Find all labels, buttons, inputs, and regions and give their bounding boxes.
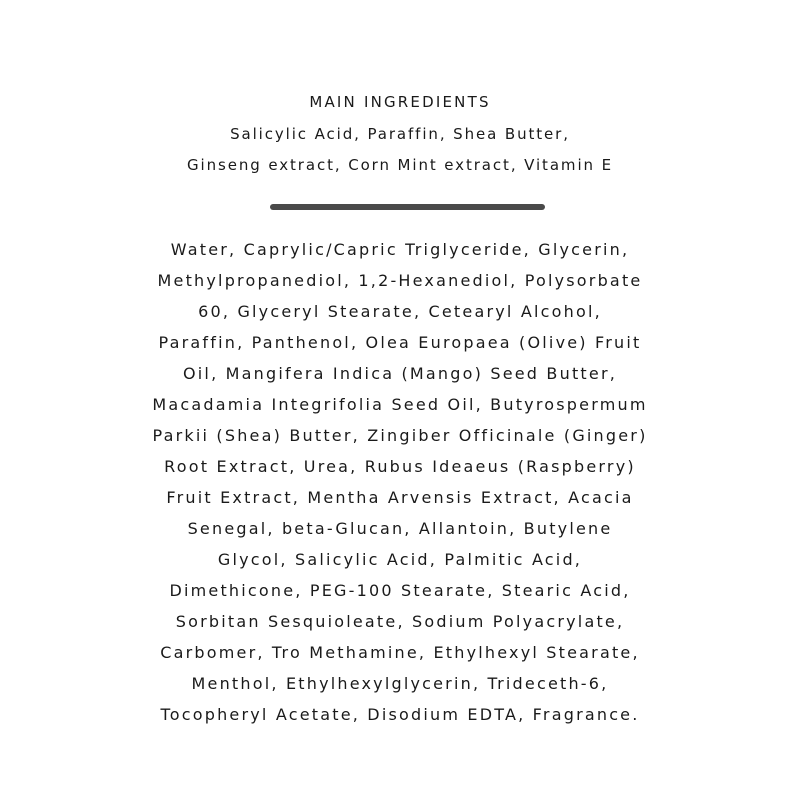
ingredients-line: Fruit Extract, Mentha Arvensis Extract, Acacia xyxy=(166,488,634,507)
full-ingredients-list xyxy=(0,234,800,730)
ingredients-line: 60, Glyceryl Stearate, Cetearyl Alcohol, xyxy=(198,302,602,321)
ingredients-line: Macadamia Integrifolia Seed Oil, Butyrospermum xyxy=(152,395,648,414)
ingredients-line: Sorbitan Sesquioleate, Sodium Polyacrylate, xyxy=(175,612,625,631)
ingredients-line: Glycol, Salicylic Acid, Palmitic Acid, xyxy=(217,550,583,569)
section-divider xyxy=(270,204,545,210)
main-ingredients-line: Ginseng extract, Corn Mint extract, Vitamin E xyxy=(187,156,613,174)
ingredients-line: Dimethicone, PEG-100 Stearate, Stearic Acid, xyxy=(169,581,631,600)
ingredients-line: Paraffin, Panthenol, Olea Europaea (Olive) Fruit xyxy=(158,333,642,352)
ingredients-line: Root Extract, Urea, Rubus Ideaeus (Raspberry) xyxy=(164,457,636,476)
ingredients-line: Water, Caprylic/Capric Triglyceride, Glycerin, xyxy=(170,240,630,259)
ingredients-line: Oil, Mangifera Indica (Mango) Seed Butter, xyxy=(182,364,618,383)
ingredients-line: Methylpropanediol, 1,2-Hexanediol, Polysorbate xyxy=(157,271,643,290)
main-ingredients-line: Salicylic Acid, Paraffin, Shea Butter, xyxy=(230,125,570,143)
ingredients-line: Parkii (Shea) Butter, Zingiber Officinale (Ginger) xyxy=(152,426,648,445)
main-ingredients-heading: MAIN INGREDIENTS xyxy=(309,93,491,111)
main-ingredients-list xyxy=(0,119,800,181)
ingredients-line: Tocopheryl Acetate, Disodium EDTA, Fragrance. xyxy=(160,705,640,724)
ingredients-line: Menthol, Ethylhexylglycerin, Trideceth-6, xyxy=(191,674,609,693)
ingredients-line: Senegal, beta-Glucan, Allantoin, Butylene xyxy=(187,519,613,538)
ingredients-line: Carbomer, Tro Methamine, Ethylhexyl Stearate, xyxy=(160,643,640,662)
